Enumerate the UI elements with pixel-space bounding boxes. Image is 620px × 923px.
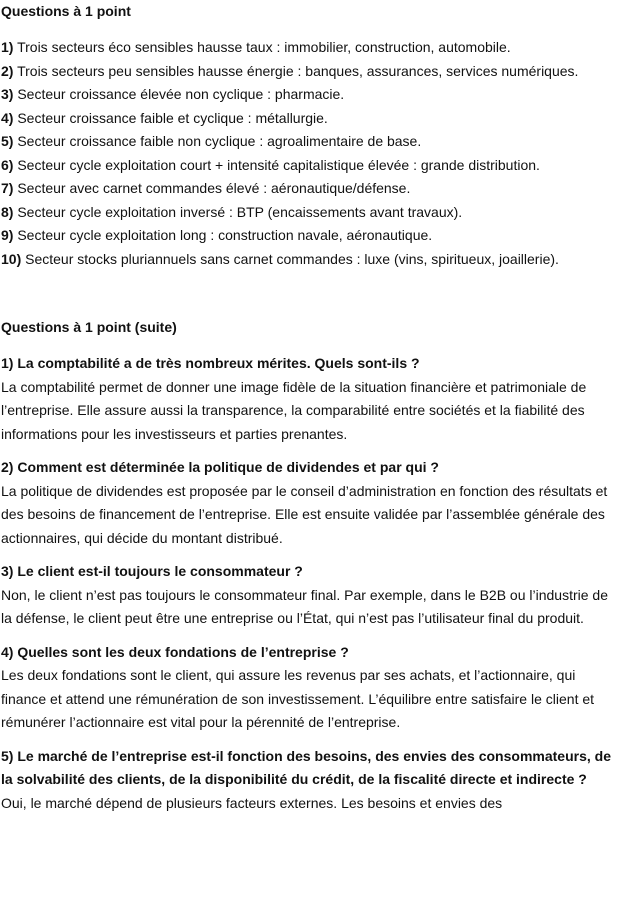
item-number: 5)	[1, 133, 14, 149]
answer-text: Oui, le marché dépend de plusieurs facteurs externes. Les besoins et envies des	[1, 794, 503, 811]
list-item	[1, 248, 620, 272]
item-text: Secteur croissance faible et cyclique : métallurgie.	[13, 109, 328, 126]
item-number: 7)	[1, 180, 14, 196]
list-item	[1, 224, 620, 248]
qa-block	[1, 745, 620, 816]
answers-list	[1, 36, 620, 271]
question-text: 4) Quelles sont les deux fondations de l’entreprise ?	[1, 643, 349, 660]
item-number: 8)	[1, 203, 14, 220]
list-item	[1, 177, 620, 201]
qa-block	[1, 352, 620, 446]
item-number: 6)	[1, 156, 14, 173]
question-text: 2) Comment est déterminée la politique de dividendes et par qui ?	[1, 459, 439, 475]
qa-block	[1, 456, 620, 550]
list-item	[1, 60, 620, 84]
qa-block	[1, 560, 620, 631]
item-text: Secteur cycle exploitation court + intensité capitalistique élevée : grande distribution.	[13, 156, 540, 173]
list-item	[1, 154, 620, 178]
list-item	[1, 83, 620, 107]
item-number: 1)	[1, 39, 14, 55]
answer-text: Non, le client n’est pas toujours le consommateur final. Par exemple, dans le B2B ou l’industrie de la défense, le client peut être une entreprise ou l’État, qui n’est pas l’utilisateur final du produit.	[1, 586, 608, 626]
answer-text: La politique de dividendes est proposée par le conseil d’administration en fonction des résultats et des besoins de financement de l’entreprise. Elle est ensuite validée par l’assemblée générale des actionnaires, qui décide du montant distribué.	[1, 482, 608, 546]
item-number: 10)	[1, 250, 22, 267]
list-item	[1, 201, 620, 225]
list-item	[1, 130, 620, 154]
item-text: Secteur croissance élevée non cyclique : pharmacie.	[13, 86, 345, 102]
item-number: 3)	[1, 86, 14, 102]
item-number: 4)	[1, 109, 14, 126]
item-text: Secteur stocks pluriannuels sans carnet commandes : luxe (vins, spiritueux, joaillerie).	[21, 250, 559, 267]
item-text: Trois secteurs éco sensibles hausse taux : immobilier, construction, automobile.	[13, 39, 511, 55]
question-text: 3) Le client est-il toujours le consommateur ?	[1, 563, 303, 579]
question-text: 5) Le marché de l’entreprise est-il fonction des besoins, des envies des consommateurs, de la solvabilité des clients, de la disponibilité du crédit, de la fiscalité directe et indirecte ?	[1, 747, 611, 787]
item-text: Secteur avec carnet commandes élevé : aéronautique/défense.	[13, 180, 411, 196]
qa-block	[1, 641, 620, 735]
item-number: 2)	[1, 62, 14, 79]
answer-text: La comptabilité permet de donner une image fidèle de la situation financière et patrimoniale de l’entreprise. Elle assure aussi la transparence, la comparabilité entre sociétés et la fiabilité des informations pour les investisseurs et parties prenantes.	[1, 378, 587, 442]
item-text: Secteur croissance faible non cyclique : agroalimentaire de base.	[13, 133, 422, 149]
list-item	[1, 107, 620, 131]
section-heading-questions-suite: Questions à 1 point (suite)	[1, 319, 177, 335]
answer-text: Les deux fondations sont le client, qui assure les revenus par ses achats, et l’actionnaire, qui finance et attend une rémunération de son investissement. L’équilibre entre satisfaire le client et rémunérer l’actionnaire est vital pour la pérennité de l’entreprise.	[1, 667, 595, 730]
section-heading-questions: Questions à 1 point	[1, 3, 131, 19]
item-number: 9)	[1, 227, 14, 243]
item-text: Secteur cycle exploitation long : construction navale, aéronautique.	[13, 227, 433, 243]
item-text: Secteur cycle exploitation inversé : BTP (encaissements avant travaux).	[13, 203, 463, 220]
question-text: 1) La comptabilité a de très nombreux mérites. Quels sont-ils ?	[1, 355, 420, 371]
list-item	[1, 36, 620, 60]
qa-list	[1, 352, 620, 815]
item-text: Trois secteurs peu sensibles hausse énergie : banques, assurances, services numériques.	[13, 62, 579, 79]
